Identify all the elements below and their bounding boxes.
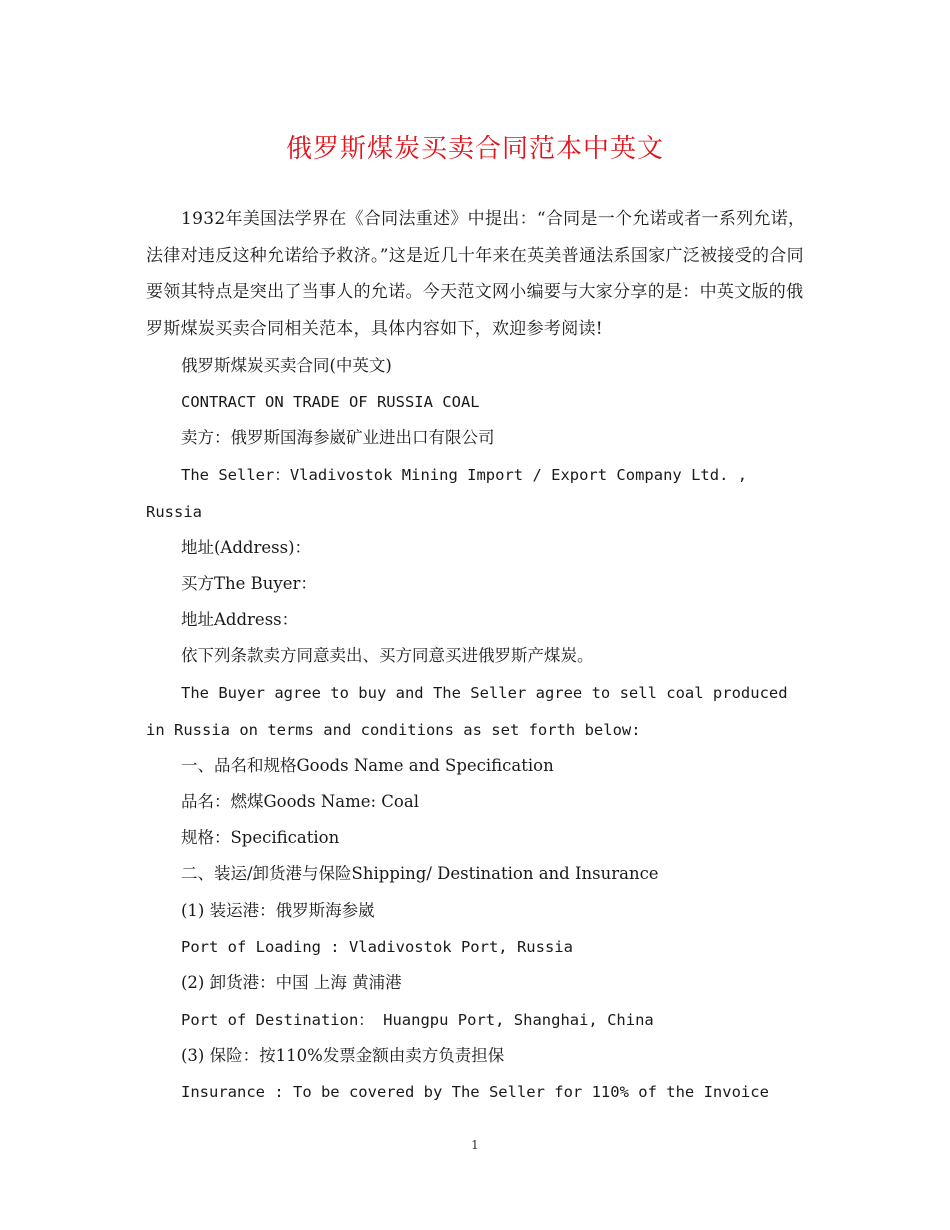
loading-port-cn: (1) 装运港：俄罗斯海参崴 bbox=[181, 901, 375, 920]
page-number: 1 bbox=[471, 1138, 479, 1152]
seller-address: 地址(Address)： bbox=[181, 538, 312, 557]
seller-en: The Seller：Vladivostok Mining Import / Export Company Ltd. , Russia bbox=[146, 466, 748, 521]
buyer-address: 地址Address： bbox=[181, 610, 299, 629]
buyer: 买方The Buyer： bbox=[181, 574, 317, 593]
destination-port-cn: (2) 卸货港：中国 上海 黄浦港 bbox=[181, 973, 402, 992]
specification: 规格：Specification bbox=[181, 828, 340, 847]
seller-cn: 卖方：俄罗斯国海参崴矿业进出口有限公司 bbox=[181, 428, 495, 447]
document-title: 俄罗斯煤炭买卖合同范本中英文 bbox=[285, 134, 664, 164]
contract-title-cn: 俄罗斯煤炭买卖合同(中英文) bbox=[181, 356, 392, 375]
section1-heading: 一、品名和规格Goods Name and Specification bbox=[181, 756, 554, 775]
terms-cn: 依下列条款卖方同意卖出、买方同意买进俄罗斯产煤炭。 bbox=[181, 646, 594, 665]
insurance-en: Insurance : To be covered by The Seller for 110% of the Invoice bbox=[181, 1083, 769, 1101]
intro-paragraph: 1932年美国法学界在《合同法重述》中提出：“合同是一个允诺或者一系列允诺，法律对违反这种允诺给予救济。”这是近几十年来在英美普通法系国家广泛被接受的合同要领其特点是突出了当事人的允诺。今天范文网小编要与大家分享的是：中英文版的俄罗斯煤炭买卖合同相关范本，具体内容如下，欢迎参考阅读! bbox=[146, 209, 806, 339]
terms-en: The Buyer agree to buy and The Seller agree to sell coal produced in Russia on terms and conditions as set forth below: bbox=[146, 684, 788, 739]
destination-port-en: Port of Destination： Huangpu Port, Shanghai, China bbox=[181, 1011, 654, 1029]
goods-name: 品名：燃煤Goods Name: Coal bbox=[181, 792, 419, 811]
loading-port-en: Port of Loading : Vladivostok Port, Russia bbox=[181, 938, 573, 956]
contract-title-en: CONTRACT ON TRADE OF RUSSIA COAL bbox=[181, 393, 480, 411]
section2-heading: 二、装运/卸货港与保险Shipping/ Destination and Insurance bbox=[181, 864, 659, 883]
insurance-cn: (3) 保险：按110%发票金额由卖方负责担保 bbox=[181, 1046, 505, 1065]
